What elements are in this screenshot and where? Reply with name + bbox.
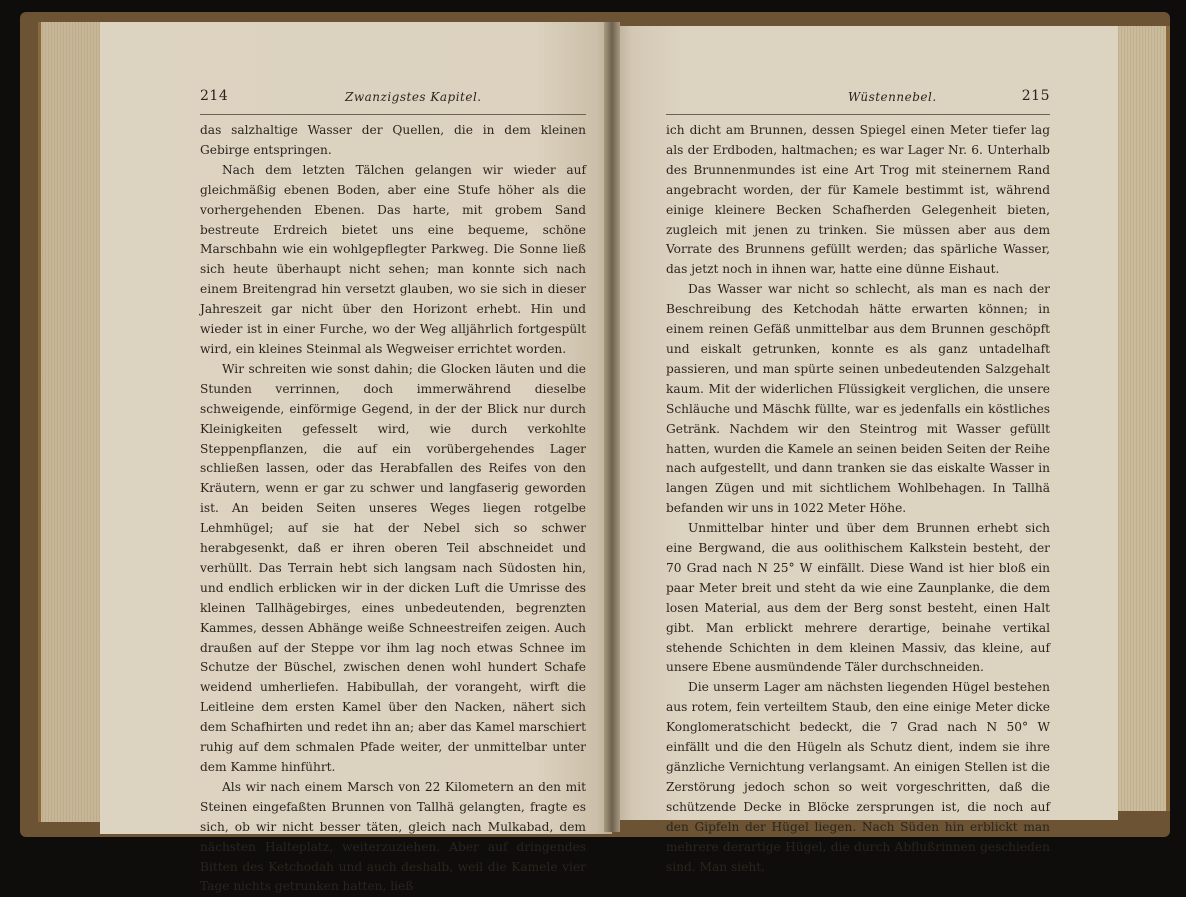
running-head: Wüstennebel. bbox=[848, 90, 937, 104]
right-page-header bbox=[666, 88, 1050, 110]
book-gutter bbox=[604, 22, 620, 832]
paragraph: Das Wasser war nicht so schlecht, als man es nach der Beschreibung des Ketchodah hätte erwarten können; in einem reinen Gefäß unmittelbar aus dem Brunnen geschöpft und eiskalt getrunken, konnte es als ganz untadelhaft passieren, und man spürte seinen unbedeutenden Salzgehalt kaum. Mit der widerlichen Flüssigkeit verglichen, die unsere Schläuche und Mäschk füllte, war es jedenfalls ein köstliches Getränk. Nachdem wir den Steintrog mit Wasser gefüllt hatten, wurden die Kamele an seinen beiden Seiten der Reihe nach aufgestellt, und dann tranken sie das eiskalte Wasser in langen Zügen und mit sichtlichem Wohlbehagen. In Tallhä befanden wir uns in 1022 Meter Höhe. bbox=[666, 282, 1050, 516]
paragraph: Als wir nach einem Marsch von 22 Kilometern an den mit Steinen eingefaßten Brunnen von Tallhä gelangten, fragte es sich, ob wir nicht besser täten, gleich nach Mulkabad, dem nächsten Halteplatz, weiterzuziehen. Aber auf dringendes Bitten des Ketchodah und auch deshalb, weil die Kamele vier Tage nichts getrunken hatten, ließ bbox=[200, 779, 586, 894]
paragraph: Wir schreiten wie sonst dahin; die Glocken läuten und die Stunden verrinnen, doch immerwährend dieselbe schweigende, einförmige Gegend, in der der Blick nur durch Kleinigkeiten gefesselt wird, wie durch verkohlte Steppenpflanzen, die auf ein vorübergehendes Lager schließen lassen, oder das Herabfallen des Reifes von den Kräutern, wenn er gar zu schwer und langfaserig geworden ist. An beiden Seiten unseres Weges liegen rotgelbe Lehmhügel; auf sie hat der Nebel sich so schwer herabgesenkt, daß er ihren oberen Teil abschneidet und verhüllt. Das Terrain hebt sich langsam nach Südosten hin, und endlich erblicken wir in der dicken Luft die Umrisse des kleinen Tallhägebirges, eines unbedeutenden, begrenzten Kammes, dessen Abhänge weiße Schneestreifen zeigen. Auch draußen auf der Steppe vor ihm lag noch etwas Schnee im Schutze der Büschel, zwischen denen wohl hundert Schafe weidend umherliefen. Habibullah, der vorangeht, wirft die Leitleine dem ersten Kamel über den Nacken, nähert sich dem Schafhirten und redet ihn an; aber das Kamel marschiert ruhig auf dem schmalen Pfade weiter, der unmittelbar unter dem Kamme hinführt. bbox=[200, 361, 586, 774]
paragraph: Nach dem letzten Tälchen gelangen wir wieder auf gleichmäßig ebenen Boden, aber eine Stufe höher als die vorhergehenden Ebenen. Das harte, mit grobem Sand bestreute Erdreich bietet uns eine bequeme, schöne Marschbahn wie ein wohlgepflegter Parkweg. Die Sonne ließ sich heute überhaupt nicht sehen; man konnte sich nach einem Breitengrad hin versetzt glauben, wo sie sich in dieser Jahreszeit gar nicht über den Horizont erhebt. Hin und wieder ist in einer Furche, wo der Weg alljährlich fortgespült wird, ein kleines Steinmal als Wegweiser errichtet worden. bbox=[200, 162, 586, 356]
left-page bbox=[100, 22, 612, 894]
page-number: 215 bbox=[1021, 88, 1050, 104]
left-page-header bbox=[200, 88, 586, 110]
paragraph: das salzhaltige Wasser der Quellen, die in dem kleinen Gebirge entspringen. bbox=[200, 123, 586, 157]
left-page-body bbox=[200, 121, 586, 897]
header-rule bbox=[666, 114, 1050, 115]
paragraph: Unmittelbar hinter und über dem Brunnen erhebt sich eine Bergwand, die aus oolithischem Kalkstein besteht, der 70 Grad nach N 25° W einfällt. Diese Wand ist hier bloß ein paar Meter breit und steht da wie eine Zaunplanke, die dem losen Material, aus dem der Berg sonst besteht, einen Halt gibt. Man erblickt mehrere derartige, beinahe vertikal stehende Schichten in dem kleinen Massiv, das kleine, auf unsere Ebene ausmündende Täler durchschneiden. bbox=[666, 521, 1050, 675]
paragraph: Die unserm Lager am nächsten liegenden Hügel bestehen aus rotem, fein verteiltem Staub, den eine einige Meter dicke Konglomeratschicht bedeckt, die 7 Grad nach N 50° W einfällt und die den Hügeln als Schutz dient, indem sie ihre gänzliche Vernichtung verlangsamt. An einigen Stellen ist die Zerstörung jedoch schon so weit vorgeschritten, daß die schützende Decke in Blöcke zersprungen ist, die noch auf den Gipfeln der Hügel liegen. Nach Süden hin erblickt man mehrere derartige Hügel, die durch Abflußrinnen geschieden sind. Man sieht, bbox=[666, 680, 1050, 874]
header-rule bbox=[200, 114, 586, 115]
paragraph: ich dicht am Brunnen, dessen Spiegel einen Meter tiefer lag als der Erdboden, haltmachen; es war Lager Nr. 6. Unterhalb des Brunnenmundes ist eine Art Trog mit steinernem Rand angebracht worden, der für Kamele bestimmt ist, während einige kleinere Becken Schafherden Gelegenheit bieten, zugleich mit jenen zu trinken. Sie müssen aber aus dem Vorrate des Brunnens gefüllt werden; das spärliche Wasser, das jetzt noch in ihnen war, hatte eine dünne Eishaut. bbox=[666, 123, 1050, 277]
right-page-body bbox=[666, 121, 1050, 877]
right-page bbox=[612, 26, 1118, 874]
page-number: 214 bbox=[200, 88, 229, 104]
running-head: Zwanzigstes Kapitel. bbox=[345, 90, 482, 104]
